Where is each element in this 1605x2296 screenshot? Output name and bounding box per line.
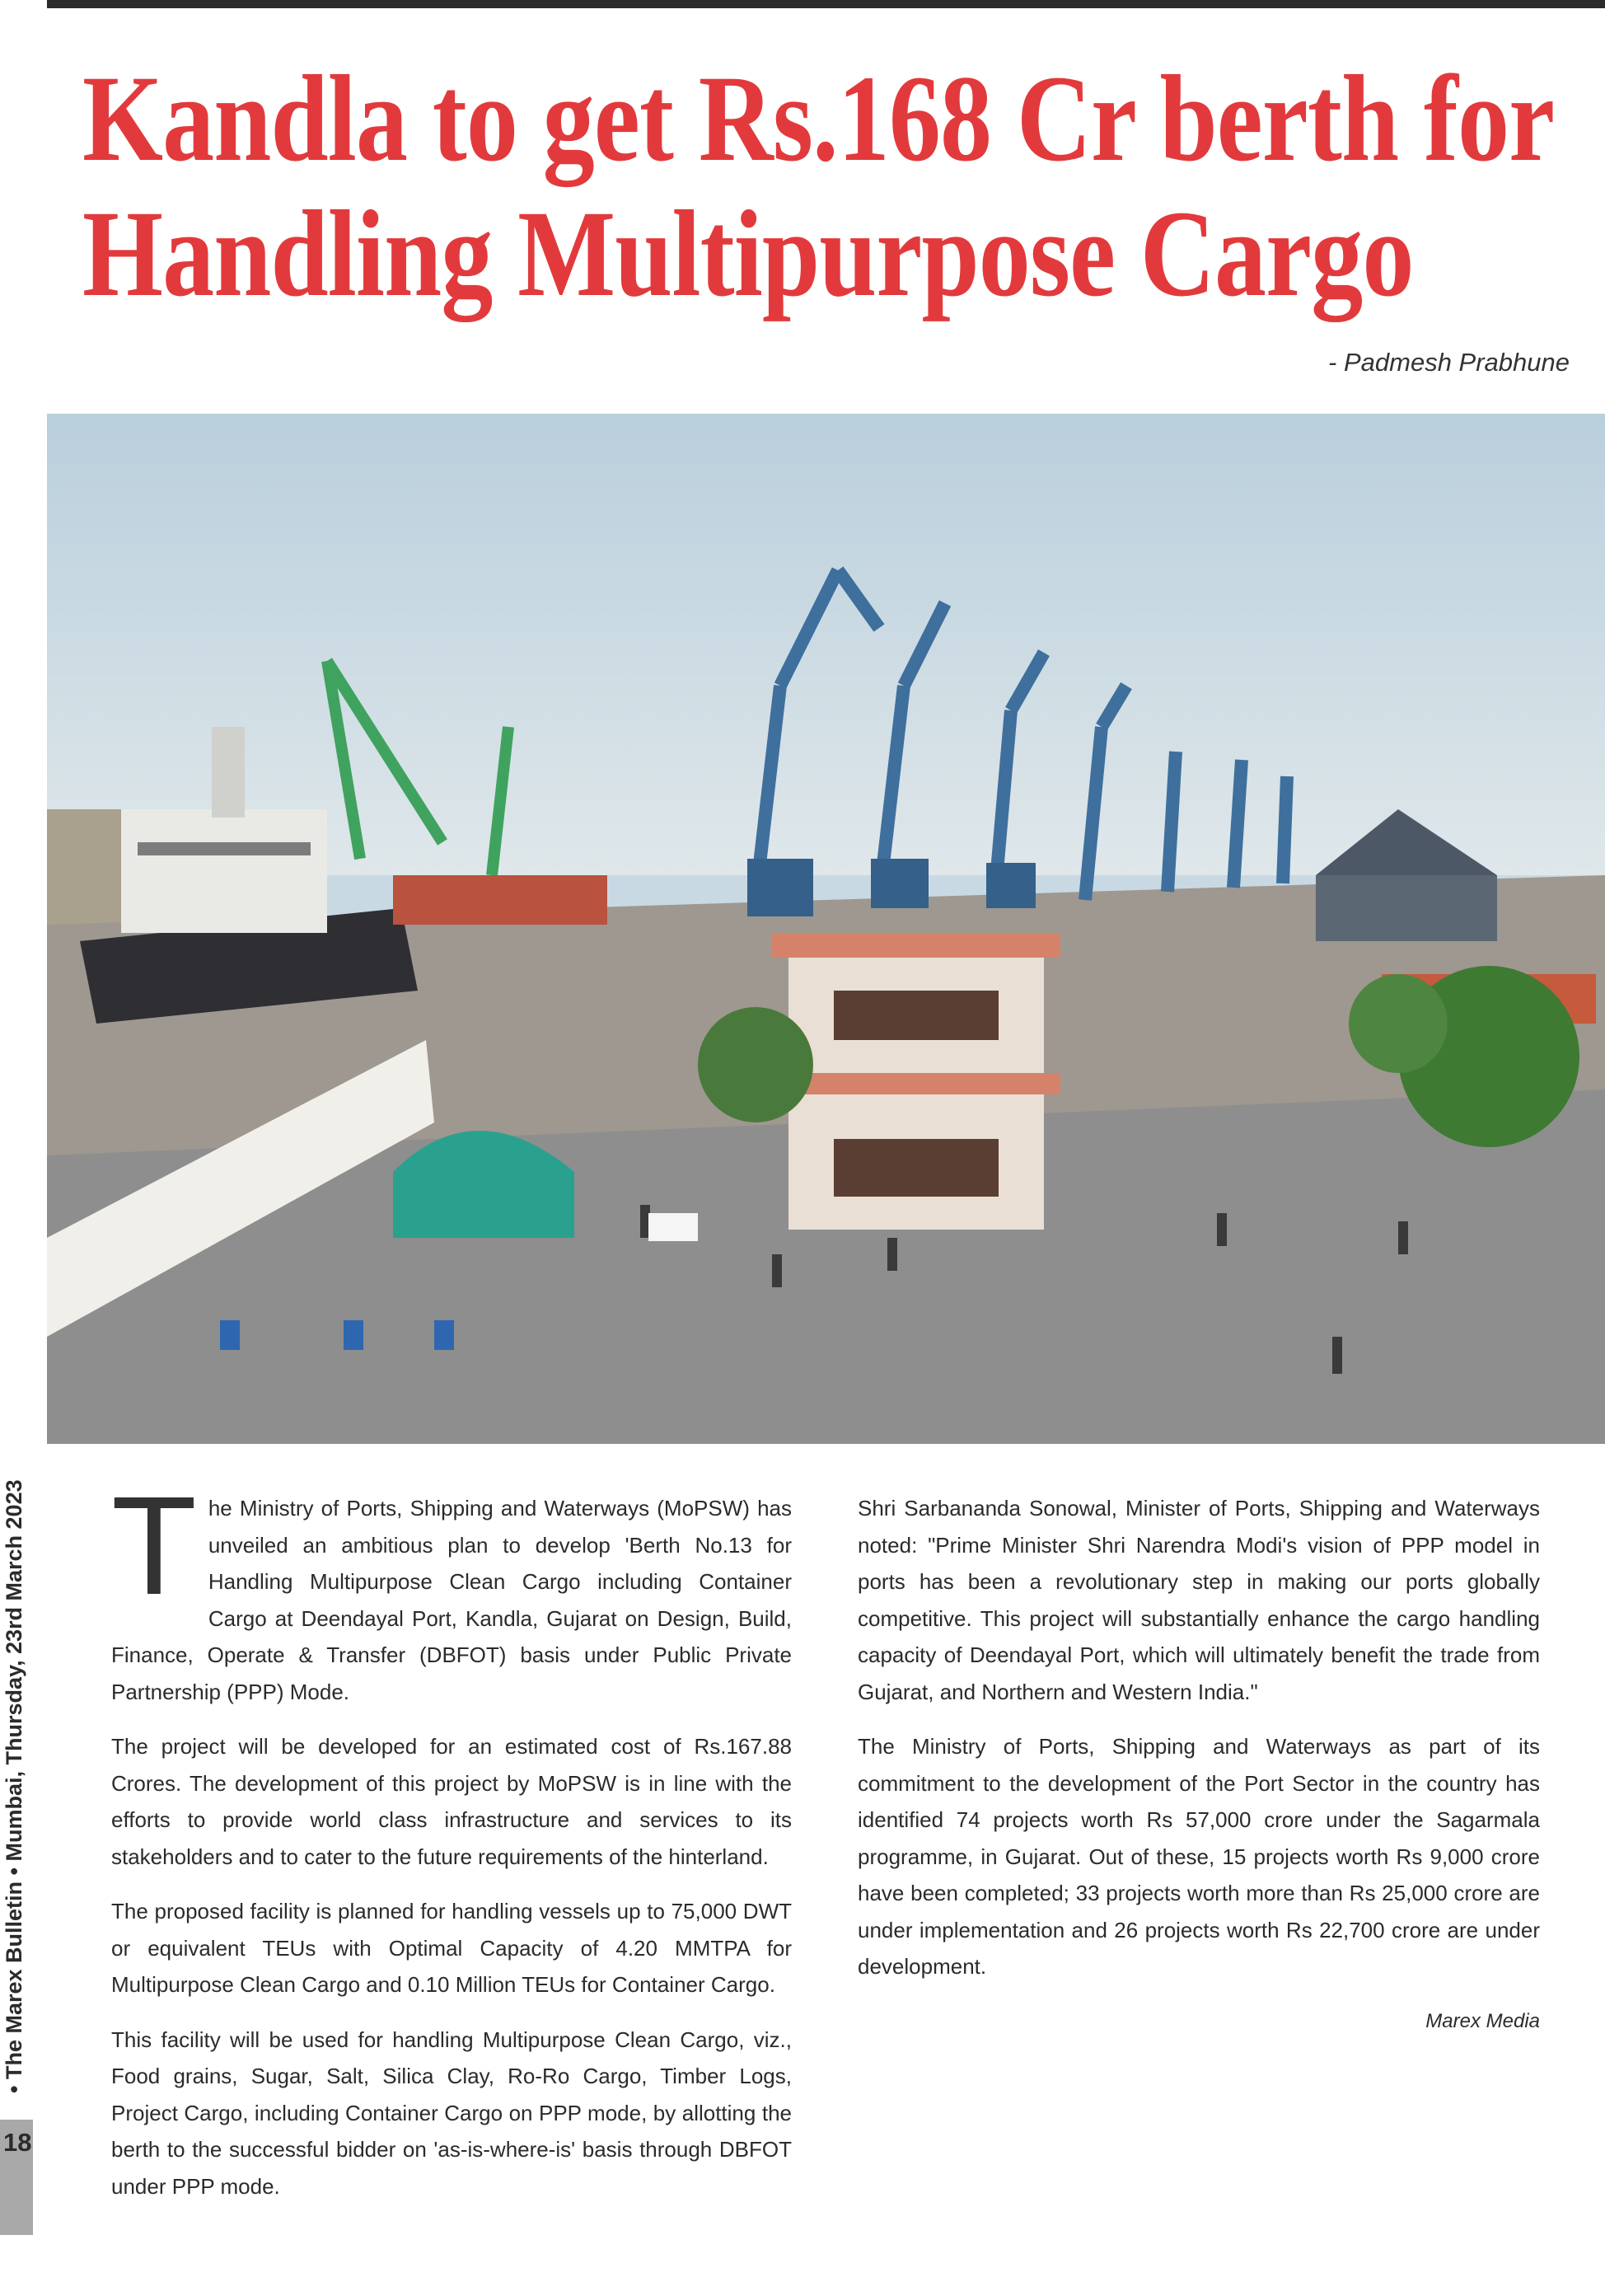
paragraph: The Ministry of Ports, Shipping and Waterways (MoPSW) has unveiled an ambitious plan to develop 'Berth No.13 for Handling Multipurpose Clean Cargo including Container Cargo at Deendayal Port, Kandla, Gujarat on Design, Build, Finance, Operate & Transfer (DBFOT) basis under Public Private Partnership (PPP) Mode. (111, 1468, 792, 1704)
column-left (111, 1468, 792, 2223)
paragraph: The proposed facility is planned for handling vessels up to 75,000 DWT or equivalent TEUs with Optimal Capacity of 4.20 MMTPA for Multipurpose Clean Cargo and 0.10 Million TEUs for Container Cargo. (111, 1899, 792, 1997)
drop-cap: T (111, 1468, 197, 1624)
port-illustration (47, 414, 1605, 1444)
running-head: • The Marex Bulletin • Mumbai, Thursday, 23rd March 2023 (2, 1479, 26, 2093)
paragraph: Shri Sarbananda Sonowal, Minister of Ports, Shipping and Waterways noted: "Prime Minister Shri Narendra Modi's vision of PPP model in ports has been a revolutionary step in making our ports globally competitive. This project will substantially enhance the cargo handling capacity of Deendayal Port, which will ultimately benefit the trade from Gujarat, and Northern and Western India." (858, 1496, 1540, 1704)
source-credit: Marex Media (1425, 2009, 1540, 2032)
column-right (858, 1490, 1540, 2040)
headline-line-2: Handling Multipurpose Cargo (82, 185, 1414, 322)
page-number: 18 (3, 2128, 32, 2157)
byline: - Padmesh Prabhune (1328, 348, 1570, 377)
headline-line-1: Kandla to get Rs.168 Cr berth for (82, 50, 1555, 187)
paragraph: This facility will be used for handling Multipurpose Clean Cargo, viz., Food grains, Sugar, Salt, Silica Clay, Ro-Ro Cargo, Timber Logs, Project Cargo, including Container Cargo on PPP mode, by allotting the berth to the successful bidder on 'as-is-where-is' basis through DBFOT under PPP mode. (111, 2027, 792, 2199)
paragraph: The project will be developed for an estimated cost of Rs.167.88 Crores. The development of this project by MoPSW is in line with the efforts to provide world class infrastructure and services to its stakeholders and to cater to the future requirements of the hinterland. (111, 1734, 792, 1869)
top-rule (47, 0, 1605, 8)
port-photo (47, 414, 1605, 1444)
headline (82, 50, 1555, 322)
paragraph: The Ministry of Ports, Shipping and Waterways as part of its commitment to the development of the Port Sector in the country has identified 74 projects worth Rs 57,000 crore under the Sagarmala programme, in Gujarat. Out of these, 15 projects worth Rs 9,000 crore have been completed; 33 projects worth more than Rs 25,000 crore are under implementation and 26 projects worth Rs 22,700 crore are under development. (858, 1734, 1540, 1979)
